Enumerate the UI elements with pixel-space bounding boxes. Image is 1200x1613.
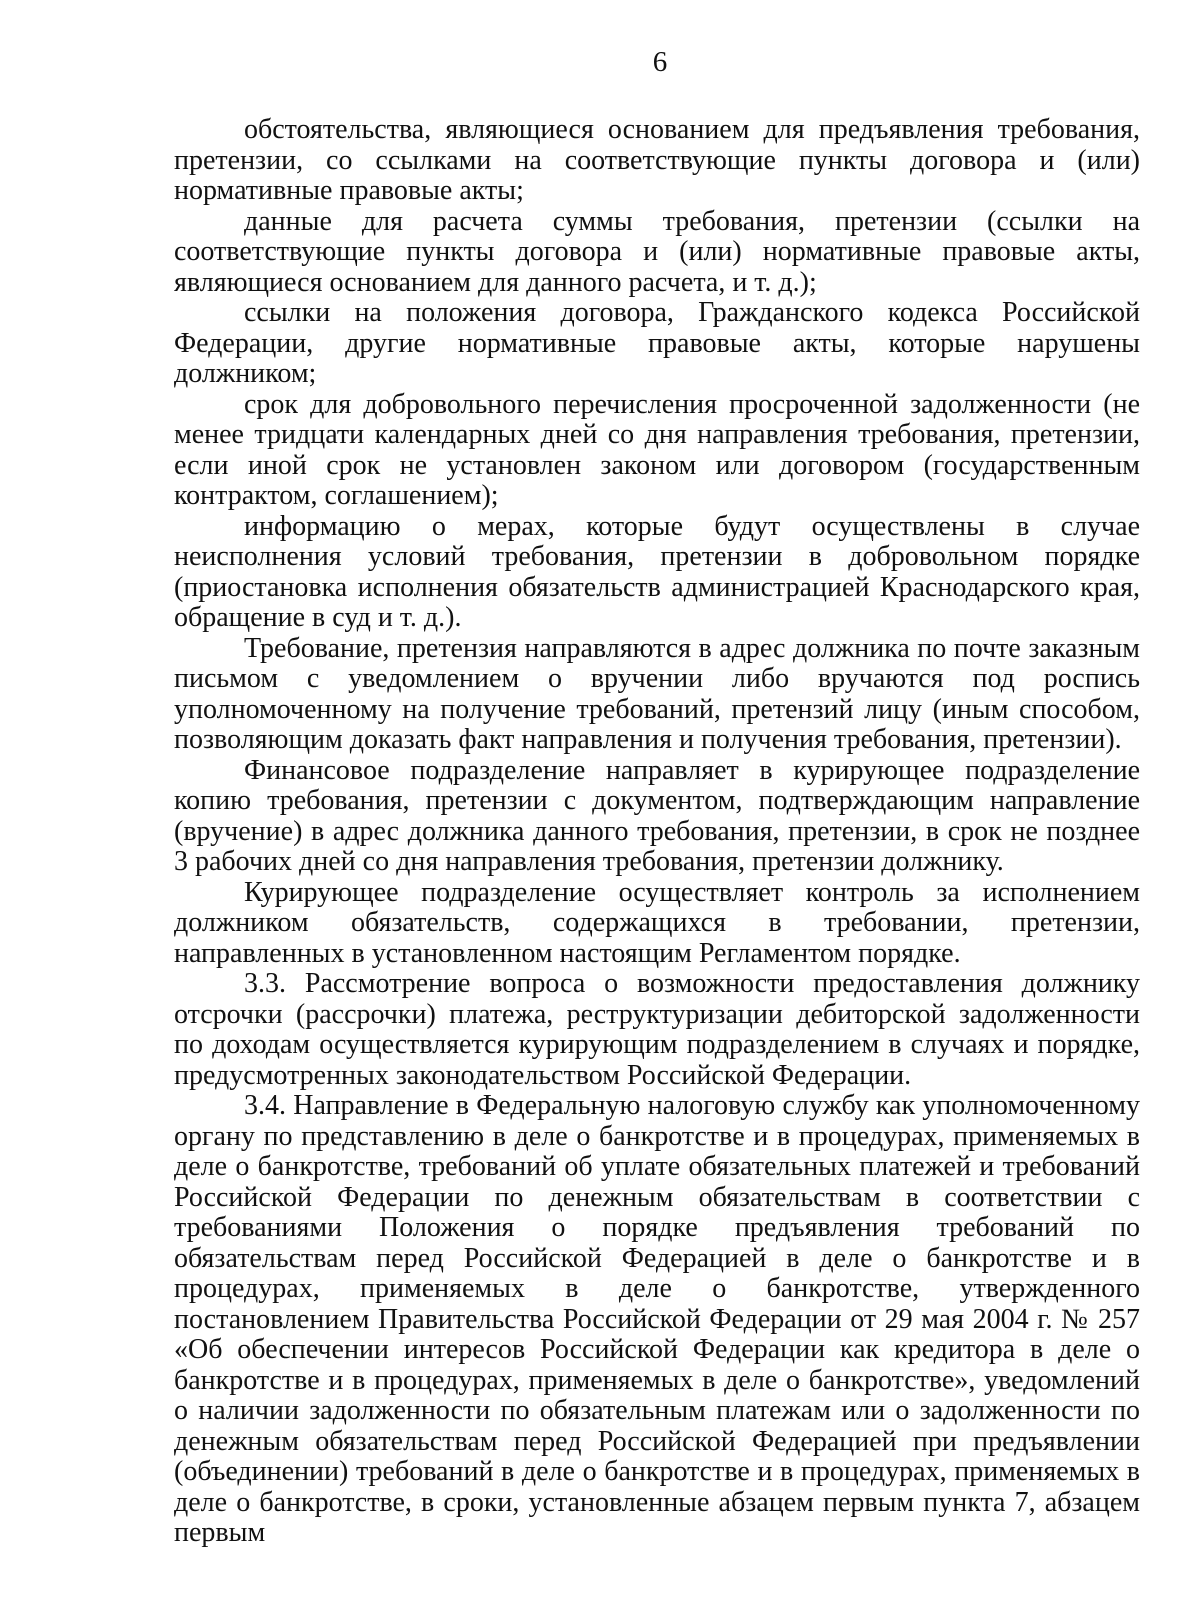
paragraph-voluntary-payment-term: срок для добровольного перечисления просроченной задолженности (не менее тридцати календарных дней со дня направления требования, претензии, если иной срок не установлен законом или договором (государственным контрактом, соглашением); <box>174 388 1140 511</box>
paragraph-3-3: 3.3. Рассмотрение вопроса о возможности предоставления должнику отсрочки (рассрочки) платежа, реструктуризации дебиторской задолженности по доходам осуществляется курирующим подразделением в случаях и порядке, предусмотренных законодательством Российской Федерации. <box>174 968 1140 1091</box>
paragraph-financial-unit: Финансовое подразделение направляет в курирующее подразделение копию требования, претензии с документом, подтверждающим направление (вручение) в адрес должника данного требования, претензии, в срок не позднее 3 рабочих дней со дня направления требования, претензии должнику. <box>174 754 1140 877</box>
paragraph-delivery: Требование, претензия направляются в адрес должника по почте заказным письмом с уведомлением о вручении либо вручаются под роспись уполномоченному на получение требований, претензий лицу (иным способом, позволяющим доказать факт направления и получения требования, претензии). <box>174 632 1140 755</box>
page-number: 6 <box>652 46 668 78</box>
paragraph-3-4: 3.4. Направление в Федеральную налоговую службу как уполномоченному органу по представлению в деле о банкротстве и в процедурах, применяемых в деле о банкротстве, требований об уплате обязательных платежей и требований Российской Федерации по денежным обязательствам в соответствии с требованиями Положения о порядке предъявления требований по обязательствам перед Российской Федерацией в деле о банкротстве и в процедурах, применяемых в деле о банкротстве, утвержденного постановлением Правительства Российской Федерации от 29 мая 2004 г. № 257 «Об обеспечении интересов Российской Федерации как кредитора в деле о банкротстве и в процедурах, применяемых в деле о банкротстве», уведомлений о наличии задолженности по обязательным платежам или о задолженности по денежным обязательствам перед Российской Федерацией при предъявлении (объединении) требований в деле о банкротстве и в процедурах, применяемых в деле о банкротстве, в сроки, установленные абзацем первым пункта 7, абзацем первым <box>174 1090 1140 1548</box>
paragraph-control: Курирующее подразделение осуществляет контроль за исполнением должником обязательств, содержащихся в требовании, претензии, направленных в установленном настоящим Регламентом порядке. <box>174 876 1140 969</box>
paragraph-grounds: обстоятельства, являющиеся основанием для предъявления требования, претензии, со ссылками на соответствующие пункты договора и (или) нормативные правовые акты; <box>174 114 1140 206</box>
paragraph-calculation-data: данные для расчета суммы требования, претензии (ссылки на соответствующие пункты договора и (или) нормативные правовые акты, являющиеся основанием для данного расчета, и т. д.); <box>174 205 1140 298</box>
paragraph-measures-info: информацию о мерах, которые будут осуществлены в случае неисполнения условий требования, претензии в добровольном порядке (приостановка исполнения обязательств администрацией Краснодарского края, обращение в суд и т. д.). <box>174 510 1140 633</box>
document-body <box>174 115 1140 1549</box>
paragraph-violated-provisions: ссылки на положения договора, Гражданского кодекса Российской Федерации, другие нормативные правовые акты, которые нарушены должником; <box>174 297 1140 389</box>
